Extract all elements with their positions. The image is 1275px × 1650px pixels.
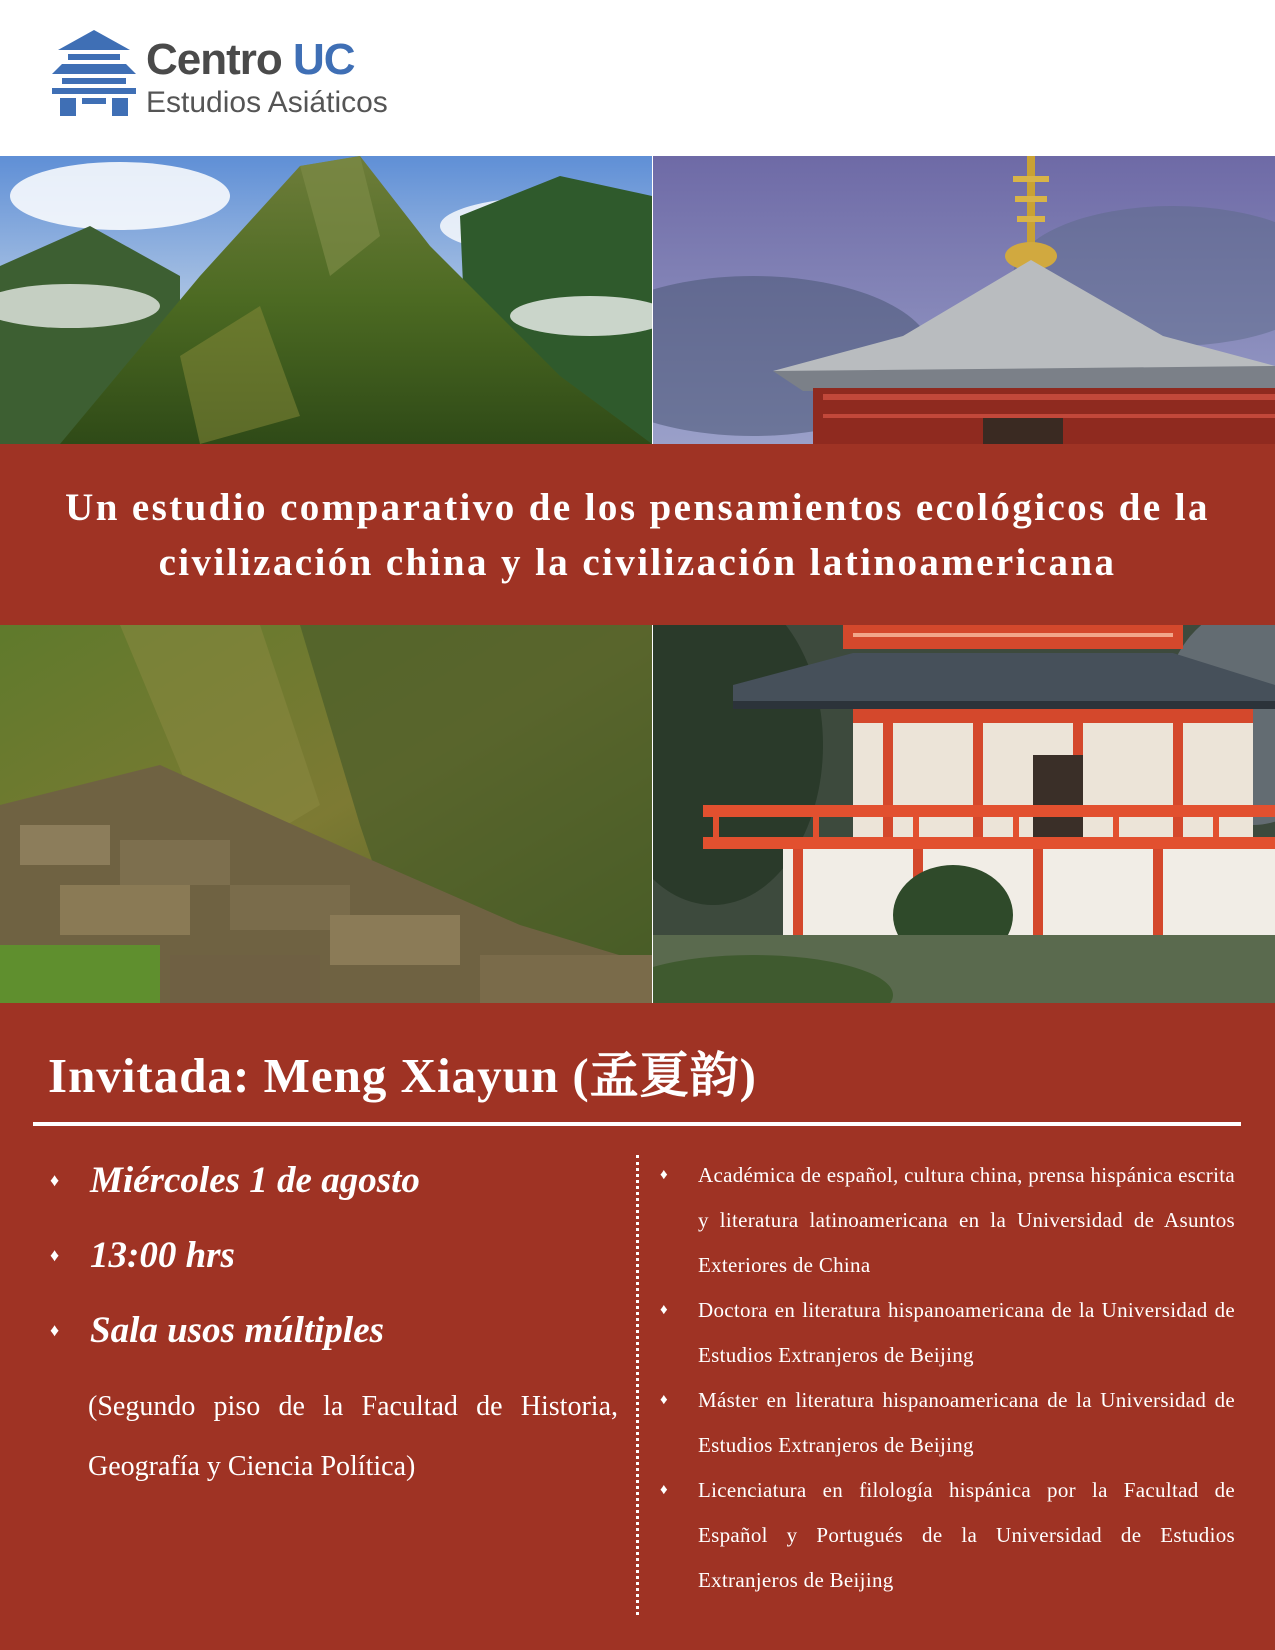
event-time xyxy=(50,1218,610,1293)
diamond-bullet-icon: ♦ xyxy=(660,1482,668,1498)
event-info-panel xyxy=(0,1003,1275,1650)
event-details-list xyxy=(50,1143,610,1368)
photo-inca-ruins xyxy=(0,625,652,1003)
photo-red-pagoda xyxy=(653,625,1275,1003)
bio-item xyxy=(660,1378,1235,1468)
divider-line xyxy=(33,1122,1241,1126)
logo-name-main: Centro xyxy=(146,35,282,84)
event-title: Un estudio comparativo de los pensamientos ecológicos de la civilización china y la civilización latinoamericana xyxy=(65,485,1210,584)
bio-item-text: Máster en literatura hispanoamericana de la Universidad de Estudios Extranjeros de Beijing xyxy=(698,1388,1235,1457)
title-band xyxy=(0,444,1275,625)
diamond-bullet-icon: ♦ xyxy=(660,1392,668,1408)
bio-item-text: Licenciatura en filología hispánica por la Facultad de Español y Portugués de la Universidad de Estudios Extranjeros de Beijing xyxy=(698,1478,1235,1592)
bio-item-text: Académica de español, cultura china, prensa hispánica escrita y literatura latinoamericana en la Universidad de Asuntos Exteriores de China xyxy=(698,1163,1235,1277)
pagoda-icon xyxy=(52,30,136,116)
diamond-bullet-icon: ♦ xyxy=(50,1320,60,1340)
diamond-bullet-icon: ♦ xyxy=(660,1302,668,1318)
dotted-divider xyxy=(636,1155,639,1615)
bio-item-text: Doctora en literatura hispanoamericana de la Universidad de Estudios Extranjeros de Beijing xyxy=(698,1298,1235,1367)
guest-speaker: Invitada: Meng Xiayun (孟夏韵) xyxy=(48,1048,757,1103)
venue-detail: (Segundo piso de la Facultad de Historia, Geografía y Ciencia Política) xyxy=(88,1391,618,1482)
diamond-bullet-icon: ♦ xyxy=(50,1245,60,1265)
bio-item xyxy=(660,1468,1235,1603)
centro-uc-logo xyxy=(52,30,472,120)
event-time-text: 13:00 hrs xyxy=(90,1235,235,1276)
diamond-bullet-icon: ♦ xyxy=(660,1167,668,1183)
logo-subtitle: Estudios Asiáticos xyxy=(146,86,388,119)
event-venue-text: Sala usos múltiples xyxy=(90,1310,385,1351)
event-date xyxy=(50,1143,610,1218)
event-date-text: Miércoles 1 de agosto xyxy=(90,1160,420,1201)
photo-andean-mountain xyxy=(0,156,652,444)
header xyxy=(0,0,1275,156)
event-venue xyxy=(50,1293,610,1368)
bio-item xyxy=(660,1153,1235,1288)
diamond-bullet-icon: ♦ xyxy=(50,1170,60,1190)
bio-item xyxy=(660,1288,1235,1378)
bio-list xyxy=(660,1153,1235,1603)
photo-pagoda-roof xyxy=(653,156,1275,444)
logo-name-accent: UC xyxy=(293,35,355,84)
logo-wordmark xyxy=(146,35,355,84)
